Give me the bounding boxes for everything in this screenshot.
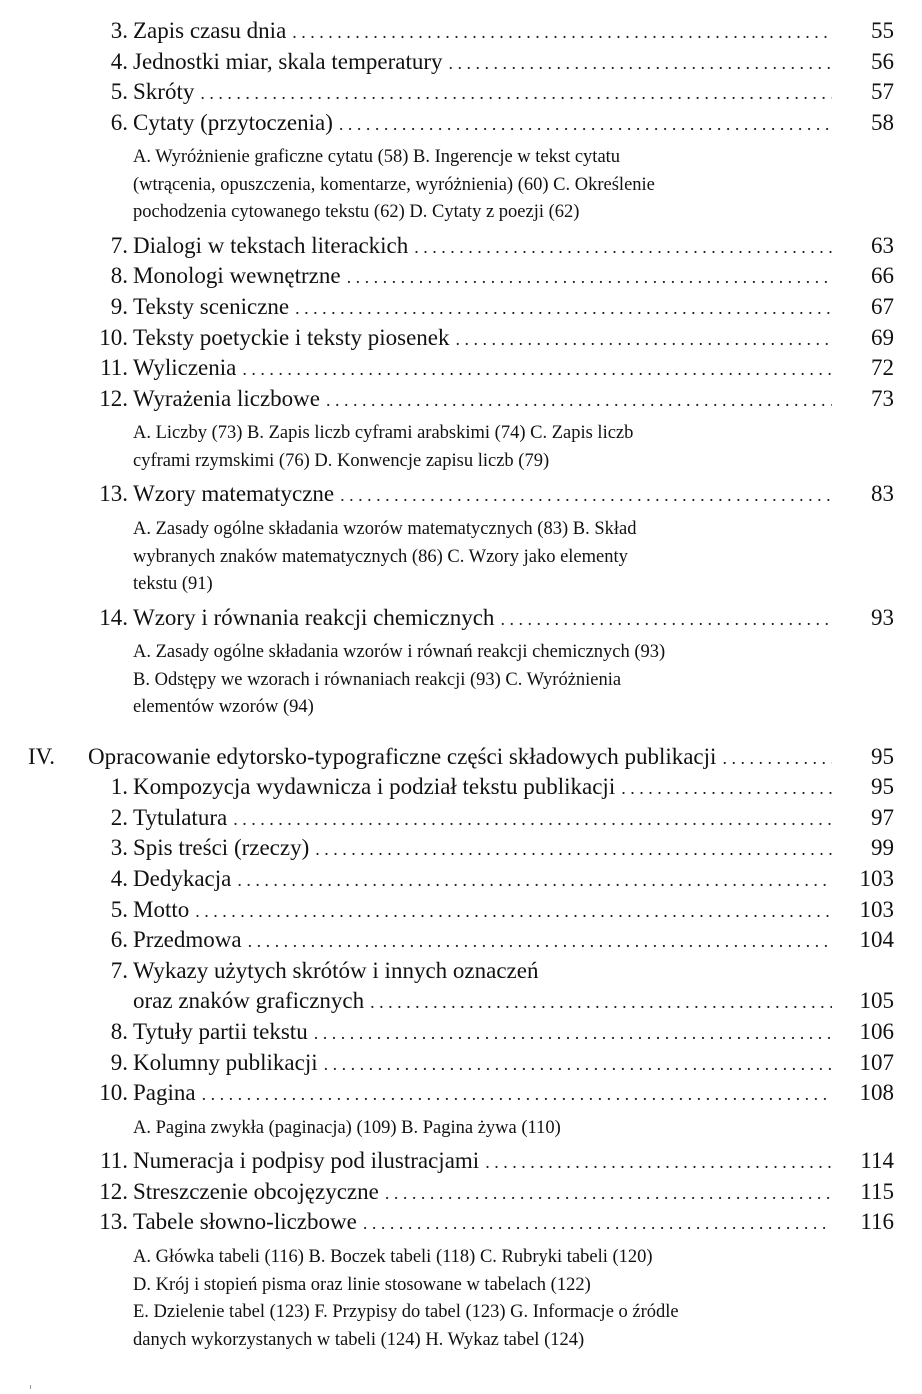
entry-title: Tytuły partii tekstu [133,1017,314,1048]
dot-leader [295,293,832,324]
dot-leader [363,1208,832,1239]
dot-leader [385,1178,832,1209]
entry-page: 105 [832,986,894,1017]
toc-entry [0,925,922,956]
part-number: IV. [28,743,56,769]
entry-page: 107 [832,1048,894,1079]
dot-leader [621,773,832,804]
entry-title: Wyrażenia liczbowe [133,384,326,415]
dot-leader [370,987,832,1018]
entry-page: 93 [832,603,894,634]
entry-number: 7. [110,232,128,258]
entry-title: Tytulatura [133,803,233,834]
entry-number: 11. [100,1148,128,1174]
part-page: 95 [832,742,894,773]
entry-title: Teksty sceniczne [133,292,295,323]
dot-leader [202,1079,832,1110]
entry-page: 57 [832,77,894,108]
subsection-line: elementów wzorów (94) [133,697,314,718]
entry-number: 9. [110,1049,128,1075]
entry-page: 58 [832,108,894,139]
subsection-line: B. Odstępy we wzorach i równaniach reakcji (93) C. Wyróżnienia [133,669,622,690]
entry-page: 55 [832,16,894,47]
subsection-line: (wtrącenia, opuszczenia, komentarze, wyróżnienia) (60) C. Określenie [133,174,655,195]
entry-number: 10. [99,324,128,350]
entry-title: Teksty poetyckie i teksty piosenek [133,323,456,354]
entry-page: 83 [832,479,894,510]
toc-part-heading [0,742,922,773]
entry-number: 7. [110,957,128,983]
entry-number: 14. [99,604,128,630]
entry-page: 108 [832,1078,894,1109]
entry-title: Kolumny publikacji [133,1048,324,1079]
toc-entry [0,384,922,415]
dot-leader [485,1147,832,1178]
dot-leader [326,385,832,416]
dot-leader [233,804,832,835]
entry-page: 104 [832,925,894,956]
entry-number: 13. [99,1209,128,1235]
toc-entry [0,47,922,78]
toc-entry [0,323,922,354]
toc-entry-continuation [0,986,922,1017]
dot-leader [340,480,832,511]
entry-subsections [0,420,823,475]
entry-title: Spis treści (rzeczy) [133,833,315,864]
toc-entry [0,261,922,292]
entry-number: 5. [110,79,128,105]
entry-page: 99 [832,833,894,864]
dot-leader [324,1049,832,1080]
dot-leader [339,109,832,140]
entry-page: 116 [832,1207,894,1238]
toc-entry [0,895,922,926]
subsection-line: E. Dzielenie tabel (123) F. Przypisy do tabel (123) G. Informacje o źródle [133,1302,679,1323]
toc-entry [0,479,922,510]
entry-page: 66 [832,261,894,292]
entry-title: oraz znaków graficznych [133,986,370,1017]
toc-entry [0,1177,922,1208]
entry-title: Cytaty (przytoczenia) [133,108,339,139]
entry-number: 1. [110,774,128,800]
entry-page: 95 [832,772,894,803]
entry-title: Wyliczenia [133,353,242,384]
dot-leader [237,865,832,896]
entry-number: 9. [110,294,128,320]
entry-title: Dialogi w tekstach literackich [133,231,414,262]
toc-entry [0,108,922,139]
entry-title: Dedykacja [133,864,237,895]
subsection-line: A. Pagina zwykła (paginacja) (109) B. Pagina żywa (110) [133,1117,561,1138]
entry-title: Motto [133,895,195,926]
dot-leader [449,48,833,79]
entry-title: Kompozycja wydawnicza i podział tekstu publikacji [133,772,621,803]
entry-subsections [0,1115,823,1143]
entry-number: 5. [110,896,128,922]
entry-number: 4. [110,48,128,74]
toc-entry [0,353,922,384]
entry-title: Tabele słowno-liczbowe [133,1207,363,1238]
entry-subsections [0,516,823,599]
entry-number: 8. [110,263,128,289]
entry-page: 67 [832,292,894,323]
entry-page: 73 [832,384,894,415]
toc-entry [0,603,922,634]
entry-subsections [0,1244,823,1354]
dot-leader [722,743,832,774]
entry-number: 2. [110,804,128,830]
entry-page: 106 [832,1017,894,1048]
dot-leader [248,926,832,957]
subsection-line: cyframi rzymskimi (76) D. Konwencje zapisu liczb (79) [133,450,550,471]
dot-leader [414,232,832,263]
entry-title: Przedmowa [133,925,248,956]
dot-leader [292,17,832,48]
entry-number: 12. [99,1178,128,1204]
entry-title: Zapis czasu dnia [133,16,292,47]
entry-page: 103 [832,895,894,926]
subsection-line: tekstu (91) [133,574,213,595]
entry-number: 3. [110,835,128,861]
entry-subsections [0,639,823,722]
dot-leader [315,834,832,865]
subsection-line: danych wykorzystanych w tabeli (124) H. Wykaz tabel (124) [133,1329,585,1350]
entry-page: 115 [832,1177,894,1208]
entry-number: 10. [99,1080,128,1106]
toc-entry [0,292,922,323]
dot-leader [200,78,832,109]
entry-number: 6. [110,109,128,135]
dot-leader [314,1018,832,1049]
entry-page: 103 [832,864,894,895]
toc-entry [0,833,922,864]
toc-entry [0,864,922,895]
toc-entry [0,803,922,834]
subsection-line: A. Zasady ogólne składania wzorów i równań reakcji chemicznych (93) [133,642,666,663]
entry-title-first-line [0,956,922,987]
dot-leader [242,354,832,385]
entry-title: Skróty [133,77,200,108]
entry-page: 72 [832,353,894,384]
toc-entry [0,77,922,108]
subsection-line: pochodzenia cytowanego tekstu (62) D. Cytaty z poezji (62) [133,202,580,223]
subsection-line: A. Liczby (73) B. Zapis liczb cyframi arabskimi (74) C. Zapis liczb [133,423,634,444]
dot-leader [347,262,832,293]
entry-page: 56 [832,47,894,78]
entry-subsections [0,144,823,227]
toc-entry [0,1207,922,1238]
toc-entry-two-line [0,956,922,1017]
entry-number: 4. [110,866,128,891]
dot-leader [456,324,833,355]
entry-page: 69 [832,323,894,354]
subsection-line: A. Wyróżnienie graficzne cytatu (58) B. Ingerencje w tekst cytatu [133,147,621,168]
table-of-contents [0,16,922,1358]
entry-title: Streszczenie obcojęzyczne [133,1177,385,1208]
toc-entry [0,1017,922,1048]
entry-page: 114 [832,1146,894,1177]
toc-entry [0,16,922,47]
entry-number: 12. [99,385,128,411]
entry-title-line1: Wykazy użytych skrótów i innych oznaczeń [133,957,539,983]
entry-title: Wzory i równania reakcji chemicznych [133,603,500,634]
entry-title: Wzory matematyczne [133,479,340,510]
entry-number: 6. [110,927,128,953]
dot-leader [500,604,832,635]
toc-entry [0,772,922,803]
subsection-line: A. Główka tabeli (116) B. Boczek tabeli (118) C. Rubryki tabeli (120) [133,1247,653,1268]
entry-title: Numeracja i podpisy pod ilustracjami [133,1146,485,1177]
entry-page: 97 [832,803,894,834]
toc-entry [0,1078,922,1109]
dot-leader [195,896,832,927]
entry-page: 63 [832,231,894,262]
scan-artifact [30,1385,31,1389]
subsection-line: D. Krój i stopień pisma oraz linie stosowane w tabelach (122) [133,1274,591,1295]
spacer [0,726,922,742]
toc-entry [0,1146,922,1177]
toc-entry [0,231,922,262]
entry-number: 8. [110,1018,128,1044]
subsection-line: wybranych znaków matematycznych (86) C. Wzory jako elementy [133,546,628,567]
part-title: Opracowanie edytorsko-typograficzne części składowych publikacji [88,742,722,773]
entry-title: Jednostki miar, skala temperatury [133,47,449,78]
toc-entry [0,1048,922,1079]
entry-number: 11. [100,355,128,381]
entry-title: Pagina [133,1078,202,1109]
subsection-line: A. Zasady ogólne składania wzorów matematycznych (83) B. Skład [133,519,637,540]
entry-number: 3. [110,18,128,43]
entry-title: Monologi wewnętrzne [133,261,347,292]
entry-number: 13. [99,481,128,507]
